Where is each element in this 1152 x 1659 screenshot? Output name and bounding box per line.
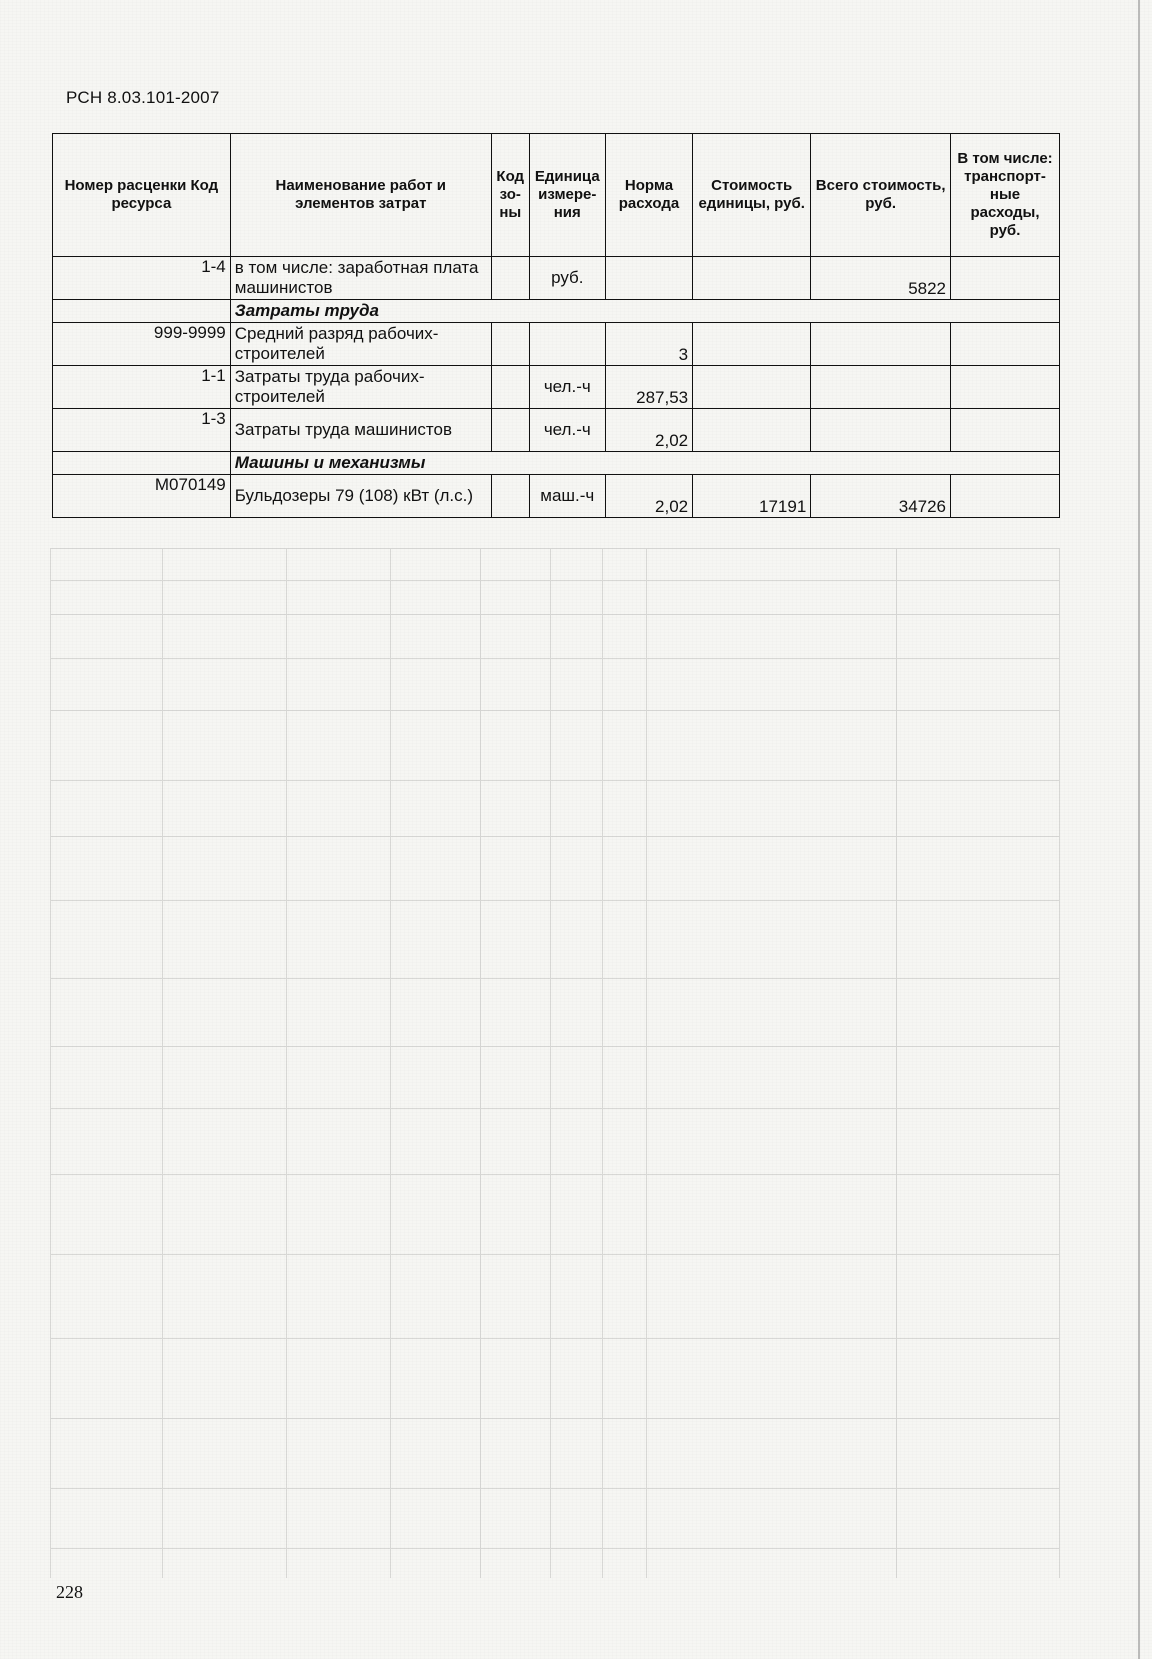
document-code: РСН 8.03.101-2007 <box>66 88 220 107</box>
cell-code: М070149 <box>53 475 231 518</box>
cell-unit-cost <box>693 409 811 452</box>
section-title: Затраты труда <box>230 300 1059 323</box>
cell-code <box>53 452 231 475</box>
cell-norm: 3 <box>605 323 692 366</box>
cell-code <box>53 300 231 323</box>
cell-zone <box>491 323 529 366</box>
cell-unit: чел.-ч <box>529 409 605 452</box>
cell-transport <box>951 257 1060 300</box>
table-row <box>53 475 1060 518</box>
table-header-row <box>53 134 1060 257</box>
cell-unit-cost: 17191 <box>693 475 811 518</box>
rates-table <box>52 133 1060 518</box>
cell-zone <box>491 475 529 518</box>
header-name: Наименование работ и элементов затрат <box>230 134 491 257</box>
table-row <box>53 366 1060 409</box>
cell-unit: руб. <box>529 257 605 300</box>
cell-unit-cost <box>693 323 811 366</box>
cell-total: 5822 <box>811 257 951 300</box>
cell-unit-cost <box>693 257 811 300</box>
cell-unit: маш.-ч <box>529 475 605 518</box>
table-row <box>53 323 1060 366</box>
cell-zone <box>491 409 529 452</box>
cell-total <box>811 409 951 452</box>
header-total-cost: Всего стоимость, руб. <box>811 134 951 257</box>
cell-norm: 287,53 <box>605 366 692 409</box>
cell-transport <box>951 409 1060 452</box>
cell-norm: 2,02 <box>605 475 692 518</box>
section-row <box>53 300 1060 323</box>
cell-code: 999-9999 <box>53 323 231 366</box>
header-norm: Норма расхода <box>605 134 692 257</box>
cell-norm: 2,02 <box>605 409 692 452</box>
cell-unit: чел.-ч <box>529 366 605 409</box>
cell-code: 1-3 <box>53 409 231 452</box>
header-zone: Код зо-ны <box>491 134 529 257</box>
header-code: Номер расценки Код ресурса <box>53 134 231 257</box>
cell-transport <box>951 366 1060 409</box>
cell-norm <box>605 257 692 300</box>
cell-transport <box>951 475 1060 518</box>
cell-code: 1-4 <box>53 257 231 300</box>
header-transport: В том числе: транспорт-ные расходы, руб. <box>951 134 1060 257</box>
table-row <box>53 257 1060 300</box>
cell-transport <box>951 323 1060 366</box>
table-row <box>53 409 1060 452</box>
reverse-side-show-through <box>50 548 1060 1578</box>
section-row <box>53 452 1060 475</box>
page-number: 228 <box>56 1582 83 1602</box>
section-title: Машины и механизмы <box>230 452 1059 475</box>
cell-name: Затраты труда рабочих-строителей <box>230 366 491 409</box>
cell-total: 34726 <box>811 475 951 518</box>
page-edge-shadow <box>1138 0 1140 1659</box>
header-unit-cost: Стоимость единицы, руб. <box>693 134 811 257</box>
cell-name: Бульдозеры 79 (108) кВт (л.с.) <box>230 475 491 518</box>
cell-total <box>811 366 951 409</box>
cell-zone <box>491 366 529 409</box>
cell-unit <box>529 323 605 366</box>
cell-unit-cost <box>693 366 811 409</box>
cell-name: в том числе: заработная плата машинистов <box>230 257 491 300</box>
cell-code: 1-1 <box>53 366 231 409</box>
header-unit: Единица измере-ния <box>529 134 605 257</box>
cell-name: Средний разряд рабочих-строителей <box>230 323 491 366</box>
cell-name: Затраты труда машинистов <box>230 409 491 452</box>
cell-zone <box>491 257 529 300</box>
cell-total <box>811 323 951 366</box>
